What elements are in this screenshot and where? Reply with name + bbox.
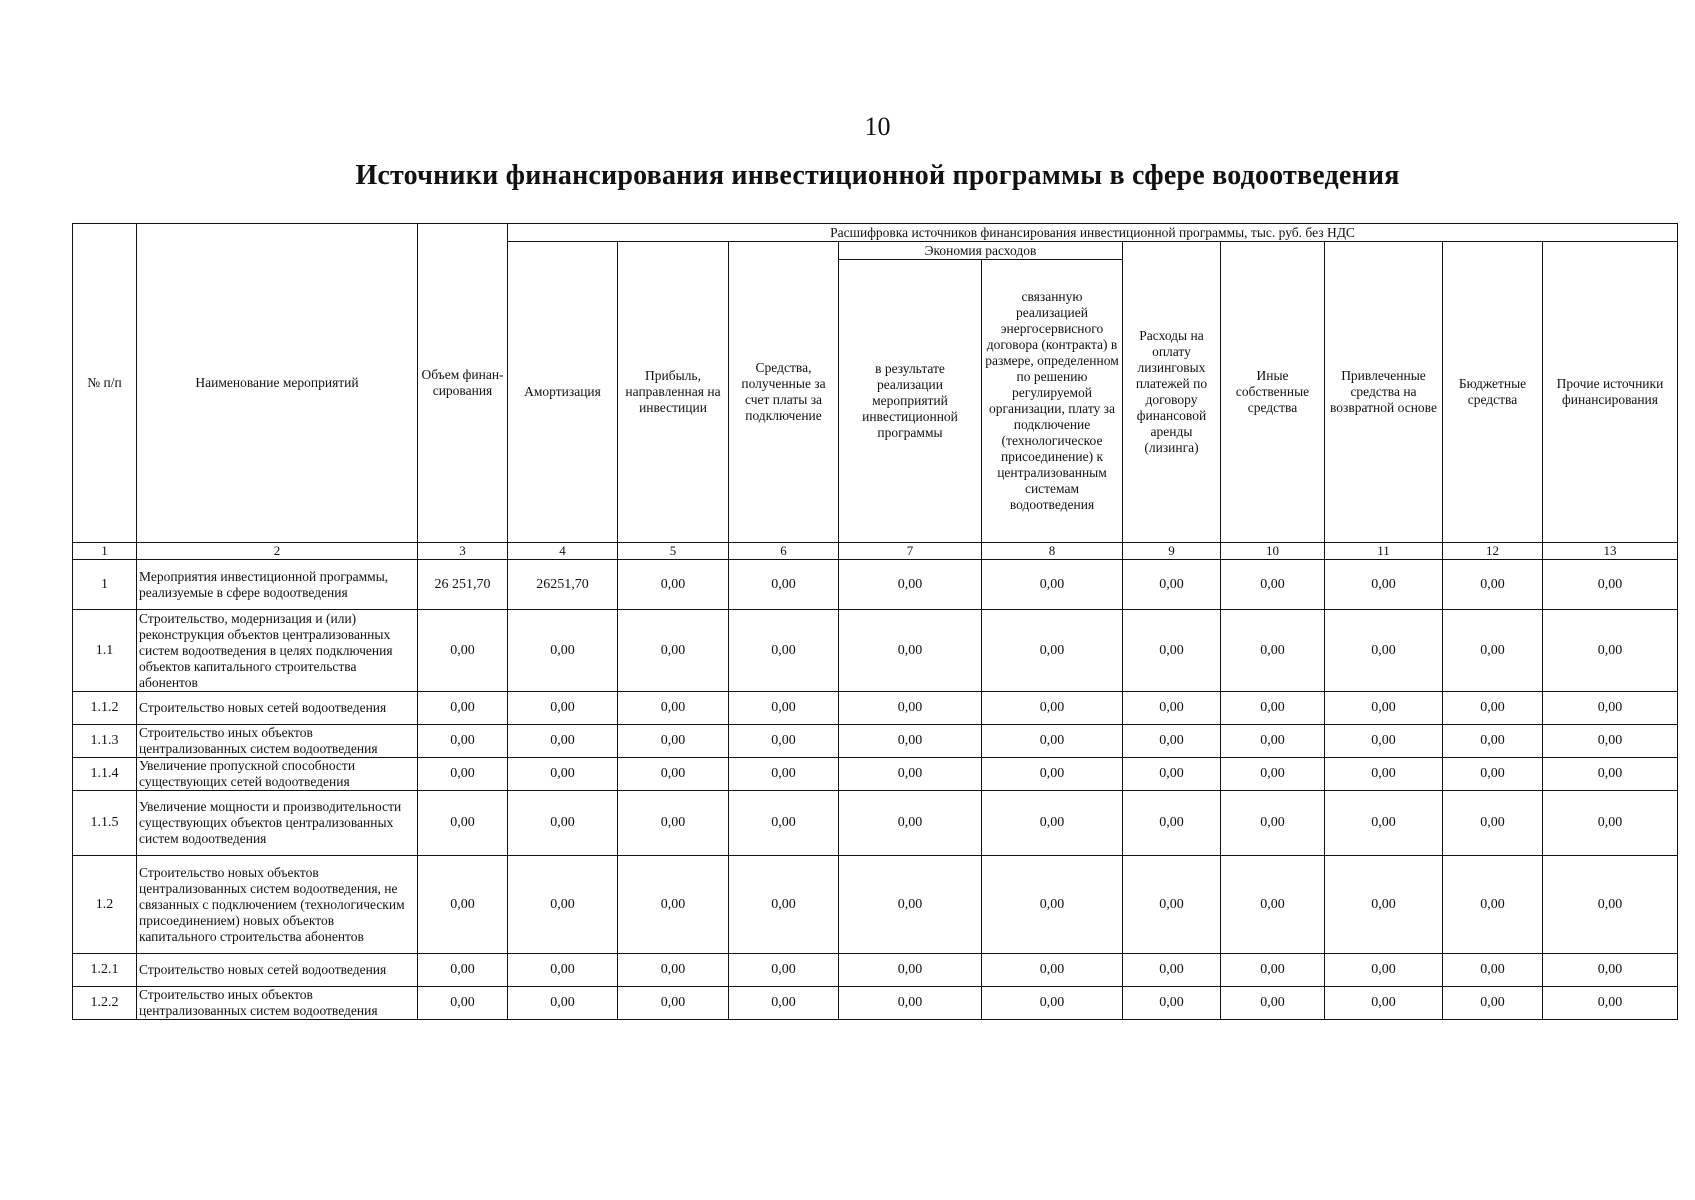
- row-value: 0,00: [1543, 987, 1678, 1020]
- row-value: 0,00: [839, 791, 982, 856]
- row-value: 0,00: [1123, 987, 1221, 1020]
- row-value: 0,00: [982, 954, 1123, 987]
- header-volume: Объем финан-сирования: [418, 224, 508, 543]
- row-value: 0,00: [1543, 610, 1678, 692]
- row-name: Строительство новых объектов централизованных систем водоотведения, не связанных с подключением (технологическим присоединением) новых объектов капитального строительства абонентов: [137, 856, 418, 954]
- row-value: 0,00: [1443, 560, 1543, 610]
- row-value: 0,00: [508, 856, 618, 954]
- header-other-sources: Прочие источники финансирования: [1543, 242, 1678, 543]
- header-num: № п/п: [73, 224, 137, 543]
- table-row: [73, 725, 1678, 758]
- row-value: 0,00: [508, 987, 618, 1020]
- row-name: Строительство иных объектов централизованных систем водоотведения: [137, 987, 418, 1020]
- row-value: 0,00: [729, 791, 839, 856]
- row-value: 0,00: [418, 692, 508, 725]
- table-row: [73, 560, 1678, 610]
- row-value: 0,00: [1443, 725, 1543, 758]
- row-value: 0,00: [1443, 758, 1543, 791]
- row-value: 0,00: [1221, 725, 1325, 758]
- header-amortization: Амортизация: [508, 242, 618, 543]
- row-value: 0,00: [1123, 758, 1221, 791]
- row-name: Строительство иных объектов централизованных систем водоотведения: [137, 725, 418, 758]
- row-number: 1.1.5: [73, 791, 137, 856]
- header-savings-energy: связанную реализацией энергосервисного договора (контракта) в размере, определенном по решению регулируемой организации, плату за подключение (технологическое присоединение) к централизованным системам водоотведения: [982, 260, 1123, 543]
- row-value: 0,00: [982, 692, 1123, 725]
- row-value: 0,00: [618, 692, 729, 725]
- row-value: 0,00: [1325, 791, 1443, 856]
- row-value: 0,00: [1543, 560, 1678, 610]
- row-value: 0,00: [1543, 725, 1678, 758]
- row-value: 0,00: [1443, 987, 1543, 1020]
- row-value: 0,00: [839, 954, 982, 987]
- row-value: 0,00: [1221, 987, 1325, 1020]
- row-value: 0,00: [1443, 954, 1543, 987]
- row-value: 0,00: [508, 610, 618, 692]
- row-value: 0,00: [982, 610, 1123, 692]
- row-value: 0,00: [1325, 692, 1443, 725]
- row-value: 0,00: [1123, 725, 1221, 758]
- row-value: 0,00: [1325, 610, 1443, 692]
- table-row: [73, 791, 1678, 856]
- row-value: 0,00: [618, 610, 729, 692]
- table-row: [73, 692, 1678, 725]
- table-row: [73, 856, 1678, 954]
- column-number: 6: [729, 543, 839, 560]
- row-value: 0,00: [1123, 791, 1221, 856]
- row-value: 0,00: [839, 758, 982, 791]
- row-value: 0,00: [839, 692, 982, 725]
- row-value: 0,00: [418, 987, 508, 1020]
- column-number: 2: [137, 543, 418, 560]
- header-connection-fees: Средства, полученные за счет платы за подключение: [729, 242, 839, 543]
- row-value: 0,00: [1123, 954, 1221, 987]
- row-number: 1.1.2: [73, 692, 137, 725]
- row-value: 0,00: [418, 610, 508, 692]
- row-value: 0,00: [1123, 692, 1221, 725]
- row-value: 0,00: [729, 758, 839, 791]
- row-value: 0,00: [1543, 692, 1678, 725]
- row-value: 0,00: [618, 758, 729, 791]
- row-value: 0,00: [1443, 692, 1543, 725]
- row-value: 0,00: [508, 954, 618, 987]
- row-value: 0,00: [1543, 791, 1678, 856]
- row-value: 0,00: [618, 791, 729, 856]
- row-value: 0,00: [982, 725, 1123, 758]
- row-name: Мероприятия инвестиционной программы, реализуемые в сфере водоотведения: [137, 560, 418, 610]
- row-value: 0,00: [1221, 954, 1325, 987]
- row-value: 0,00: [508, 692, 618, 725]
- row-value: 0,00: [1325, 560, 1443, 610]
- row-value: 26251,70: [508, 560, 618, 610]
- row-number: 1.2: [73, 856, 137, 954]
- financing-table: [72, 223, 1678, 1020]
- column-number: 10: [1221, 543, 1325, 560]
- header-borrowed: Привлеченные средства на возвратной основе: [1325, 242, 1443, 543]
- column-number: 8: [982, 543, 1123, 560]
- row-value: 0,00: [1543, 758, 1678, 791]
- row-value: 0,00: [418, 791, 508, 856]
- row-value: 0,00: [729, 610, 839, 692]
- row-value: 0,00: [729, 954, 839, 987]
- row-value: 0,00: [839, 560, 982, 610]
- row-value: 0,00: [1325, 954, 1443, 987]
- row-value: 0,00: [729, 856, 839, 954]
- row-number: 1: [73, 560, 137, 610]
- row-value: 0,00: [618, 856, 729, 954]
- row-value: 0,00: [729, 725, 839, 758]
- row-value: 0,00: [982, 560, 1123, 610]
- row-value: 0,00: [418, 954, 508, 987]
- row-value: 0,00: [1325, 856, 1443, 954]
- row-value: 0,00: [729, 692, 839, 725]
- header-profit: Прибыль, направленная на инвестиции: [618, 242, 729, 543]
- row-value: 0,00: [1325, 987, 1443, 1020]
- header-savings-program: в результате реализации мероприятий инвестиционной программы: [839, 260, 982, 543]
- row-number: 1.1.3: [73, 725, 137, 758]
- row-value: 0,00: [839, 987, 982, 1020]
- row-value: 0,00: [729, 560, 839, 610]
- table-row: [73, 954, 1678, 987]
- column-number: 5: [618, 543, 729, 560]
- row-value: 0,00: [1221, 610, 1325, 692]
- row-name: Строительство, модернизация и (или) реконструкция объектов централизованных систем водоотведения в целях подключения объектов капитального строительства абонентов: [137, 610, 418, 692]
- table-row: [73, 610, 1678, 692]
- row-name: Строительство новых сетей водоотведения: [137, 954, 418, 987]
- row-number: 1.2.1: [73, 954, 137, 987]
- row-value: 0,00: [1325, 725, 1443, 758]
- row-value: 0,00: [1543, 954, 1678, 987]
- row-number: 1.1.4: [73, 758, 137, 791]
- header-leasing: Расходы на оплату лизинговых платежей по договору финансовой аренды (лизинга): [1123, 242, 1221, 543]
- row-value: 0,00: [1443, 610, 1543, 692]
- row-value: 0,00: [982, 856, 1123, 954]
- row-name: Увеличение пропускной способности существующих сетей водоотведения: [137, 758, 418, 791]
- row-value: 0,00: [618, 560, 729, 610]
- column-number: 9: [1123, 543, 1221, 560]
- header-budget: Бюджетные средства: [1443, 242, 1543, 543]
- row-value: 0,00: [1443, 856, 1543, 954]
- row-value: 0,00: [982, 758, 1123, 791]
- row-value: 0,00: [508, 725, 618, 758]
- row-number: 1.1: [73, 610, 137, 692]
- row-value: 0,00: [839, 610, 982, 692]
- row-value: 0,00: [1123, 856, 1221, 954]
- row-value: 0,00: [839, 856, 982, 954]
- column-number: 7: [839, 543, 982, 560]
- row-name: Увеличение мощности и производительности существующих объектов централизованных систем водоотведения: [137, 791, 418, 856]
- row-value: 0,00: [618, 987, 729, 1020]
- column-number: 11: [1325, 543, 1443, 560]
- table-row: [73, 758, 1678, 791]
- row-number: 1.2.2: [73, 987, 137, 1020]
- column-numbers-row: [73, 543, 1678, 560]
- row-value: 0,00: [1443, 791, 1543, 856]
- row-value: 0,00: [1543, 856, 1678, 954]
- header-breakdown: Расшифровка источников финансирования инвестиционной программы, тыс. руб. без НДС: [508, 224, 1678, 242]
- row-value: 0,00: [982, 791, 1123, 856]
- row-value: 0,00: [1221, 560, 1325, 610]
- row-value: 0,00: [1221, 791, 1325, 856]
- column-number: 4: [508, 543, 618, 560]
- row-value: 0,00: [1123, 560, 1221, 610]
- table-row: [73, 987, 1678, 1020]
- document-title: Источники финансирования инвестиционной программы в сфере водоотведения: [355, 160, 1400, 191]
- row-value: 0,00: [1221, 758, 1325, 791]
- column-number: 12: [1443, 543, 1543, 560]
- row-value: 26 251,70: [418, 560, 508, 610]
- column-number: 1: [73, 543, 137, 560]
- row-value: 0,00: [508, 791, 618, 856]
- row-value: 0,00: [1123, 610, 1221, 692]
- row-value: 0,00: [418, 725, 508, 758]
- row-value: 0,00: [982, 987, 1123, 1020]
- row-value: 0,00: [418, 856, 508, 954]
- row-value: 0,00: [729, 987, 839, 1020]
- row-value: 0,00: [508, 758, 618, 791]
- row-value: 0,00: [618, 954, 729, 987]
- row-name: Строительство новых сетей водоотведения: [137, 692, 418, 725]
- header-savings-group: Экономия расходов: [839, 242, 1123, 260]
- row-value: 0,00: [618, 725, 729, 758]
- page-number: 10: [864, 112, 891, 141]
- column-number: 3: [418, 543, 508, 560]
- row-value: 0,00: [418, 758, 508, 791]
- row-value: 0,00: [1325, 758, 1443, 791]
- row-value: 0,00: [839, 725, 982, 758]
- column-number: 13: [1543, 543, 1678, 560]
- header-other-own: Иные собственные средства: [1221, 242, 1325, 543]
- header-name: Наименование мероприятий: [137, 224, 418, 543]
- row-value: 0,00: [1221, 692, 1325, 725]
- row-value: 0,00: [1221, 856, 1325, 954]
